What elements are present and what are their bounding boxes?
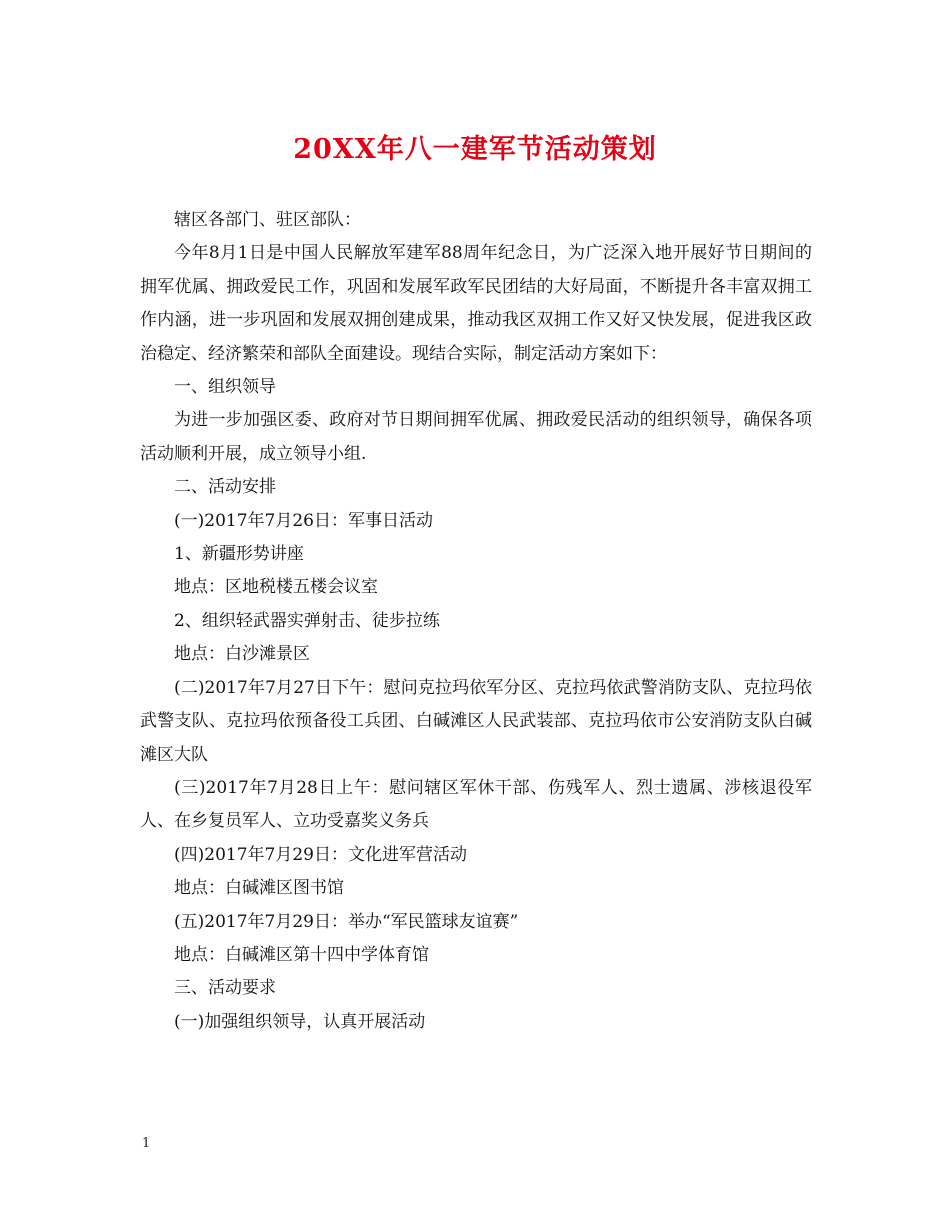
location-line: 地点：白沙滩景区: [174, 644, 310, 665]
schedule-item-4: (四)2017年7月29日：文化进军营活动: [174, 844, 467, 865]
document-title: 20XX年八一建军节活动策划: [293, 134, 657, 165]
list-item: 2、组织轻武器实弹射击、徒步拉练: [174, 610, 440, 631]
section-heading-arrangements: 二、活动安排: [174, 477, 276, 498]
paragraph-salutation: 辖区各部门、驻区部队：: [174, 210, 361, 230]
location-line: 地点：白碱滩区第十四中学体育馆: [174, 944, 429, 965]
page-number: 1: [142, 1136, 151, 1151]
document-body: [140, 204, 812, 1039]
schedule-item-2: (二)2017年7月27日下午：慰问克拉玛依军分区、克拉玛依武警消防支队、克拉玛依武警支队、克拉玛依预备役工兵团、白碱滩区人民武装部、克拉玛依市公安消防支队白碱滩区大队: [140, 677, 812, 765]
paragraph-organization: 为进一步加强区委、政府对节日期间拥军优属、拥政爱民活动的组织领导，确保各项活动顺利开展，成立领导小组.: [140, 410, 812, 464]
schedule-item-5: (五)2017年7月29日：举办“军民篮球友谊赛”: [174, 911, 519, 932]
location-line: 地点：区地税楼五楼会议室: [174, 577, 378, 598]
schedule-item-1: (一)2017年7月26日：军事日活动: [174, 510, 433, 531]
paragraph-intro: 今年8月1日是中国人民解放军建军88周年纪念日，为广泛深入地开展好节日期间的拥军优属、拥政爱民工作，巩固和发展军政军民团结的大好局面，不断提升各丰富双拥工作内涵，进一步巩固和发展双拥创建成果，推动我区双拥工作又好又快发展，促进我区政治稳定、经济繁荣和部队全面建设。现结合实际，制定活动方案如下：: [140, 243, 812, 364]
section-heading-requirements: 三、活动要求: [174, 978, 276, 999]
requirement-item-1: (一)加强组织领导，认真开展活动: [174, 1011, 426, 1032]
location-line: 地点：白碱滩区图书馆: [174, 878, 344, 899]
section-heading-organization: 一、组织领导: [174, 377, 276, 398]
list-item: 1、新疆形势讲座: [174, 544, 304, 565]
schedule-item-3: (三)2017年7月28日上午：慰问辖区军休干部、伤残军人、烈士遗属、涉核退役军人、在乡复员军人、立功受嘉奖义务兵: [140, 777, 812, 832]
